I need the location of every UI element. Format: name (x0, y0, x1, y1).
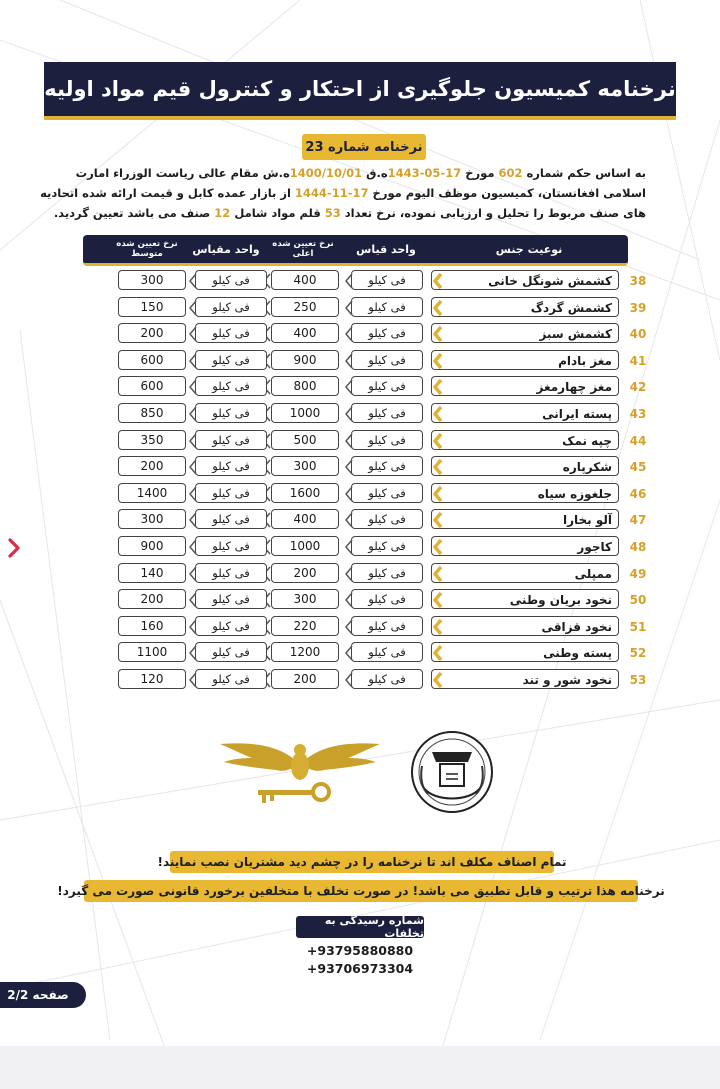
category-count: 12 (214, 206, 231, 220)
intro-text: مورخ (461, 166, 499, 180)
phone-number: +93706973304 (306, 961, 414, 976)
chevron-left-icon (188, 566, 198, 582)
max-rate-value: 400 (271, 509, 339, 529)
table-row (0, 456, 720, 478)
max-rate-value: 200 (271, 669, 339, 689)
rate-list-number-badge: نرخنامه شماره 23 (302, 134, 426, 160)
item-count: 53 (324, 206, 341, 220)
unit-of-measure: فی کیلو (351, 323, 423, 343)
avg-rate-value: 900 (118, 536, 186, 556)
unit-of-measure: فی کیلو (351, 403, 423, 423)
intro-paragraph (40, 163, 646, 223)
chevron-left-icon (344, 459, 354, 475)
chevron-left-icon (432, 326, 444, 342)
chevron-left-icon (344, 433, 354, 449)
table-row (0, 403, 720, 425)
footer-band (0, 1046, 720, 1089)
unit-of-measure: فی کیلو (351, 616, 423, 636)
item-name: پسته ایرانی (431, 403, 619, 423)
notice-display-requirement: تمام اصناف مکلف اند تا نرخنامه را در چشم دید مشتریان نصب نمایند! (170, 851, 554, 873)
chevron-left-icon (432, 353, 444, 369)
table-row (0, 536, 720, 558)
unit-of-measure: فی کیلو (195, 270, 267, 290)
chevron-left-icon (344, 512, 354, 528)
table-row (0, 669, 720, 691)
chevron-left-icon (432, 486, 444, 502)
chevron-left-icon (344, 379, 354, 395)
table-row (0, 616, 720, 638)
max-rate-value: 800 (271, 376, 339, 396)
avg-rate-value: 600 (118, 350, 186, 370)
unit-of-measure: فی کیلو (351, 669, 423, 689)
unit-of-measure: فی کیلو (351, 456, 423, 476)
avg-rate-value: 350 (118, 430, 186, 450)
item-name: کشمش شونگل خانی (431, 270, 619, 290)
chevron-left-icon (432, 539, 444, 555)
chevron-left-icon (188, 273, 198, 289)
row-number: 43 (629, 407, 647, 421)
table-row (0, 509, 720, 531)
unit-of-measure: فی کیلو (195, 616, 267, 636)
row-number: 48 (629, 540, 647, 554)
max-rate-value: 1200 (271, 642, 339, 662)
item-name: نخود بریان وطنی (431, 589, 619, 609)
violation-hotline-label: شماره رسیدگی به تخلفات (296, 916, 424, 938)
avg-rate-value: 200 (118, 456, 186, 476)
table-row (0, 589, 720, 611)
max-rate-value: 250 (271, 297, 339, 317)
intro-text: به اساس حکم شماره (522, 166, 646, 180)
row-number: 38 (629, 274, 647, 288)
item-name: کشمش گردگ (431, 297, 619, 317)
chevron-left-icon (432, 672, 444, 688)
chevron-left-icon (188, 512, 198, 528)
emblems (218, 722, 503, 822)
table-row (0, 323, 720, 345)
item-name: پسته وطنی (431, 642, 619, 662)
row-number: 49 (629, 566, 647, 581)
chevron-left-icon (432, 300, 444, 316)
table-row (0, 483, 720, 505)
hijri-lunar-date: 17-05-1443 (387, 166, 462, 180)
chevron-left-icon (344, 566, 354, 582)
unit-of-measure: فی کیلو (195, 669, 267, 689)
table-row (0, 376, 720, 398)
table-row (0, 430, 720, 452)
max-rate-value: 300 (271, 589, 339, 609)
unit-of-measure: فی کیلو (195, 483, 267, 503)
row-number: 46 (629, 486, 647, 501)
unit-of-measure: فی کیلو (195, 642, 267, 662)
header-banner (44, 62, 676, 120)
page-indicator: صفحه 2/2 (0, 982, 86, 1008)
table-row (0, 642, 720, 664)
chevron-left-icon (432, 619, 444, 635)
unit-of-measure: فی کیلو (351, 376, 423, 396)
unit-of-measure: فی کیلو (195, 403, 267, 423)
avg-rate-value: 300 (118, 509, 186, 529)
max-rate-value: 400 (271, 270, 339, 290)
unit-of-measure: فی کیلو (351, 563, 423, 583)
chevron-left-icon (344, 353, 354, 369)
page-title: نرخنامه کمیسیون جلوگیری از احتکار و کنترول قیم مواد اولیه (44, 77, 676, 101)
row-number: 40 (629, 327, 647, 342)
intro-text: صنف می باشد تعیین گردید. (53, 206, 215, 220)
chevron-left-icon (344, 300, 354, 316)
item-name: کشمش سبز (431, 323, 619, 343)
unit-of-measure: فی کیلو (195, 430, 267, 450)
avg-rate-value: 200 (118, 323, 186, 343)
unit-of-measure: فی کیلو (195, 376, 267, 396)
winged-key-icon (220, 743, 380, 803)
avg-rate-value: 200 (118, 589, 186, 609)
chevron-left-icon (432, 433, 444, 449)
chevron-left-icon (188, 459, 198, 475)
chevron-left-icon (432, 459, 444, 475)
chevron-left-icon (344, 539, 354, 555)
avg-rate-value: 150 (118, 297, 186, 317)
unit-of-measure: فی کیلو (195, 563, 267, 583)
chevron-left-icon (432, 566, 444, 582)
chevron-left-icon (344, 645, 354, 661)
max-rate-value: 220 (271, 616, 339, 636)
chevron-left-icon (188, 433, 198, 449)
max-rate-value: 200 (271, 563, 339, 583)
table-header (83, 235, 628, 266)
unit-of-measure: فی کیلو (195, 297, 267, 317)
row-number: 47 (629, 513, 647, 528)
unit-of-measure: فی کیلو (195, 323, 267, 343)
unit-of-measure: فی کیلو (351, 509, 423, 529)
max-rate-value: 500 (271, 430, 339, 450)
avg-rate-value: 120 (118, 669, 186, 689)
chevron-left-icon (432, 406, 444, 422)
chevron-left-icon (344, 672, 354, 688)
row-number: 44 (629, 433, 647, 448)
table-row (0, 350, 720, 372)
col-unit-b: واحد مقیاس (192, 242, 260, 256)
avg-rate-value: 160 (118, 616, 186, 636)
intro-text: ه.ق (362, 166, 388, 180)
unit-of-measure: فی کیلو (351, 483, 423, 503)
item-name: ممپلی (431, 563, 619, 583)
max-rate-value: 1600 (271, 483, 339, 503)
row-number: 42 (629, 380, 647, 395)
row-number: 41 (629, 353, 647, 368)
hijri-solar-date: 1400/10/01 (289, 166, 363, 180)
unit-of-measure: فی کیلو (351, 589, 423, 609)
row-number: 51 (629, 619, 647, 634)
col-item-type: نوعیت جنس (495, 242, 563, 256)
chevron-right-icon[interactable] (6, 537, 22, 559)
chevron-left-icon (188, 672, 198, 688)
item-name: کاجور (431, 536, 619, 556)
chevron-left-icon (188, 619, 198, 635)
unit-of-measure: فی کیلو (195, 536, 267, 556)
chevron-left-icon (188, 486, 198, 502)
chevron-left-icon (432, 379, 444, 395)
chevron-left-icon (188, 379, 198, 395)
col-max-rate: نرخ تعیین شده اعلی (272, 239, 334, 259)
item-name: نخود شور و تند (431, 669, 619, 689)
intro-text: ه.ش مقام عالی ریاست الوزراء امارت اسلامی افغانستان، کمیسیون موظف الیوم مورخ (75, 166, 646, 200)
unit-of-measure: فی کیلو (351, 297, 423, 317)
commission-date: 17-11-1444 (294, 186, 369, 200)
chevron-left-icon (432, 592, 444, 608)
unit-of-measure: فی کیلو (351, 430, 423, 450)
item-name: مغز چهارمغز (431, 376, 619, 396)
col-unit-a: واحد قیاس (356, 242, 416, 256)
unit-of-measure: فی کیلو (351, 536, 423, 556)
unit-of-measure: فی کیلو (351, 270, 423, 290)
col-avg-rate: نرخ تعیین شده متوسط (116, 239, 178, 259)
chevron-left-icon (344, 406, 354, 422)
phone-number: +93795880880 (306, 943, 414, 958)
table-row (0, 297, 720, 319)
avg-rate-value: 140 (118, 563, 186, 583)
intro-text: از بازار عمده کابل و قیمت ارائه شده اتحادیه های صنف مربوط را تحلیل و ارزیابی نموده، نرخ تعداد (40, 186, 646, 220)
item-name: چپه نمک (431, 430, 619, 450)
chevron-left-icon (432, 645, 444, 661)
unit-of-measure: فی کیلو (195, 589, 267, 609)
item-name: جلغوزه سیاه (431, 483, 619, 503)
row-number: 50 (629, 593, 647, 608)
unit-of-measure: فی کیلو (351, 350, 423, 370)
chevron-left-icon (188, 353, 198, 369)
avg-rate-value: 600 (118, 376, 186, 396)
max-rate-value: 400 (271, 323, 339, 343)
unit-of-measure: فی کیلو (351, 642, 423, 662)
unit-of-measure: فی کیلو (195, 456, 267, 476)
chevron-left-icon (344, 592, 354, 608)
chevron-left-icon (188, 539, 198, 555)
chevron-left-icon (188, 592, 198, 608)
row-number: 53 (629, 673, 647, 687)
max-rate-value: 1000 (271, 403, 339, 423)
max-rate-value: 1000 (271, 536, 339, 556)
item-name: آلو بخارا (431, 509, 619, 529)
max-rate-value: 900 (271, 350, 339, 370)
avg-rate-value: 1100 (118, 642, 186, 662)
chevron-left-icon (432, 273, 444, 289)
item-name: شکرپاره (431, 456, 619, 476)
unit-of-measure: فی کیلو (195, 350, 267, 370)
row-number: 45 (629, 460, 647, 475)
row-number: 52 (629, 646, 647, 661)
table-row (0, 270, 720, 292)
max-rate-value: 300 (271, 456, 339, 476)
avg-rate-value: 1400 (118, 483, 186, 503)
chevron-left-icon (432, 512, 444, 528)
chevron-left-icon (344, 273, 354, 289)
chevron-left-icon (188, 300, 198, 316)
item-name: مغز بادام (431, 350, 619, 370)
chevron-left-icon (344, 486, 354, 502)
row-number: 39 (629, 300, 647, 315)
chevron-left-icon (188, 326, 198, 342)
chevron-left-icon (344, 619, 354, 635)
avg-rate-value: 850 (118, 403, 186, 423)
order-number: 602 (498, 166, 523, 180)
notice-legal-enforcement: نرخنامه هذا ترتیب و قابل تطبیق می باشد! در صورت تخلف با متخلفین برخورد قانونی صورت می گیرد! (84, 880, 638, 902)
chevron-left-icon (188, 645, 198, 661)
avg-rate-value: 300 (118, 270, 186, 290)
emblem-seal-icon (412, 732, 492, 812)
chevron-left-icon (344, 326, 354, 342)
intro-text: قلم مواد شامل (230, 206, 325, 220)
table-row (0, 563, 720, 585)
chevron-left-icon (188, 406, 198, 422)
item-name: نخود قزاقی (431, 616, 619, 636)
unit-of-measure: فی کیلو (195, 509, 267, 529)
